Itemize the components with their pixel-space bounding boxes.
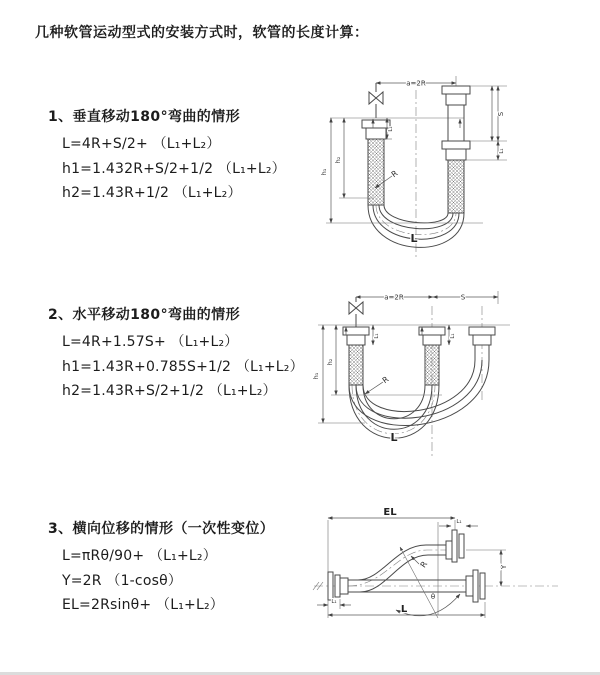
dim-label-radius: R xyxy=(389,168,400,180)
left-flange xyxy=(328,572,348,600)
dim-label-h2: h₂ xyxy=(326,358,334,366)
dim-label-s: S xyxy=(460,293,466,302)
dim-label-y: Y xyxy=(500,564,508,570)
middle-flange-pipe xyxy=(419,327,445,385)
formula-line: L=4R+S/2+ （L₁+L₂） xyxy=(62,136,221,152)
dim-label-radius: R xyxy=(380,374,391,386)
dim-label-a2r: a=2R xyxy=(406,79,426,88)
left-flange-pipe xyxy=(362,119,390,205)
valve-icon xyxy=(369,83,383,118)
upper-flange xyxy=(446,530,464,562)
section-heading: 3、横向位移的情形（一次性变位） xyxy=(48,521,275,537)
left-flange-pipe xyxy=(343,327,369,385)
dim-label-l1: L₁ xyxy=(388,126,394,132)
formula-line: EL=2Rsinθ+ （L₁+L₂） xyxy=(62,597,224,613)
diagram-horizontal-u-bend xyxy=(305,278,600,463)
formula-line: L=4R+1.57S+ （L₁+L₂） xyxy=(62,334,239,350)
formula-line: L=πRθ/90+ （L₁+L₂） xyxy=(62,548,217,564)
hose-u-displaced xyxy=(349,360,489,426)
dim-label-l1: L₁ xyxy=(450,333,456,339)
formula-line: h1=1.43R+0.785S+1/2 （L₁+L₂） xyxy=(62,358,304,375)
right-flange-pipe xyxy=(442,86,470,213)
formula-line: h1=1.432R+S/2+1/2 （L₁+L₂） xyxy=(62,160,286,177)
section-heading: 2、水平移动180°弯曲的情形 xyxy=(48,307,240,323)
diagram-lateral-displacement xyxy=(300,500,600,645)
section-lateral-displacement xyxy=(48,518,274,618)
section-horizontal-movement xyxy=(48,304,304,404)
dim-label-length: L xyxy=(390,431,398,444)
section-heading: 1、垂直移动180°弯曲的情形 xyxy=(48,109,240,125)
dim-label-el: EL xyxy=(383,507,397,518)
dim-label-h1: h₁ xyxy=(312,372,320,380)
dim-label-h1: h₁ xyxy=(320,168,328,176)
dim-label-theta: θ xyxy=(430,593,436,601)
dim-label-s: S xyxy=(497,111,505,117)
dim-label-radius: R xyxy=(418,559,430,570)
formula-line: h2=1.43R+1/2 （L₁+L₂） xyxy=(62,185,242,201)
dim-label-length: L xyxy=(400,604,408,615)
dim-label-a2r: a=2R xyxy=(384,293,404,302)
formula-line: h2=1.43R+S/2+1/2 （L₁+L₂） xyxy=(62,383,277,399)
valve-icon xyxy=(349,297,363,327)
page-title: 几种软管运动型式的安装方式时，软管的长度计算： xyxy=(35,25,369,41)
dim-label-l1: L₁ xyxy=(456,519,462,525)
dim-label-l1: L₁ xyxy=(331,599,337,605)
dim-label-h2: h₂ xyxy=(334,156,342,164)
dim-label-l1: L₁ xyxy=(374,333,380,339)
hose-s-curve xyxy=(348,545,446,592)
diagram-vertical-u-bend xyxy=(310,66,590,262)
section-vertical-movement xyxy=(48,106,286,206)
dim-label-length: L xyxy=(410,232,418,245)
right-flange-pipe xyxy=(469,327,495,360)
dim-label-l1: L₁ xyxy=(499,148,505,154)
formula-line: Y=2R （1-cosθ） xyxy=(62,572,183,589)
